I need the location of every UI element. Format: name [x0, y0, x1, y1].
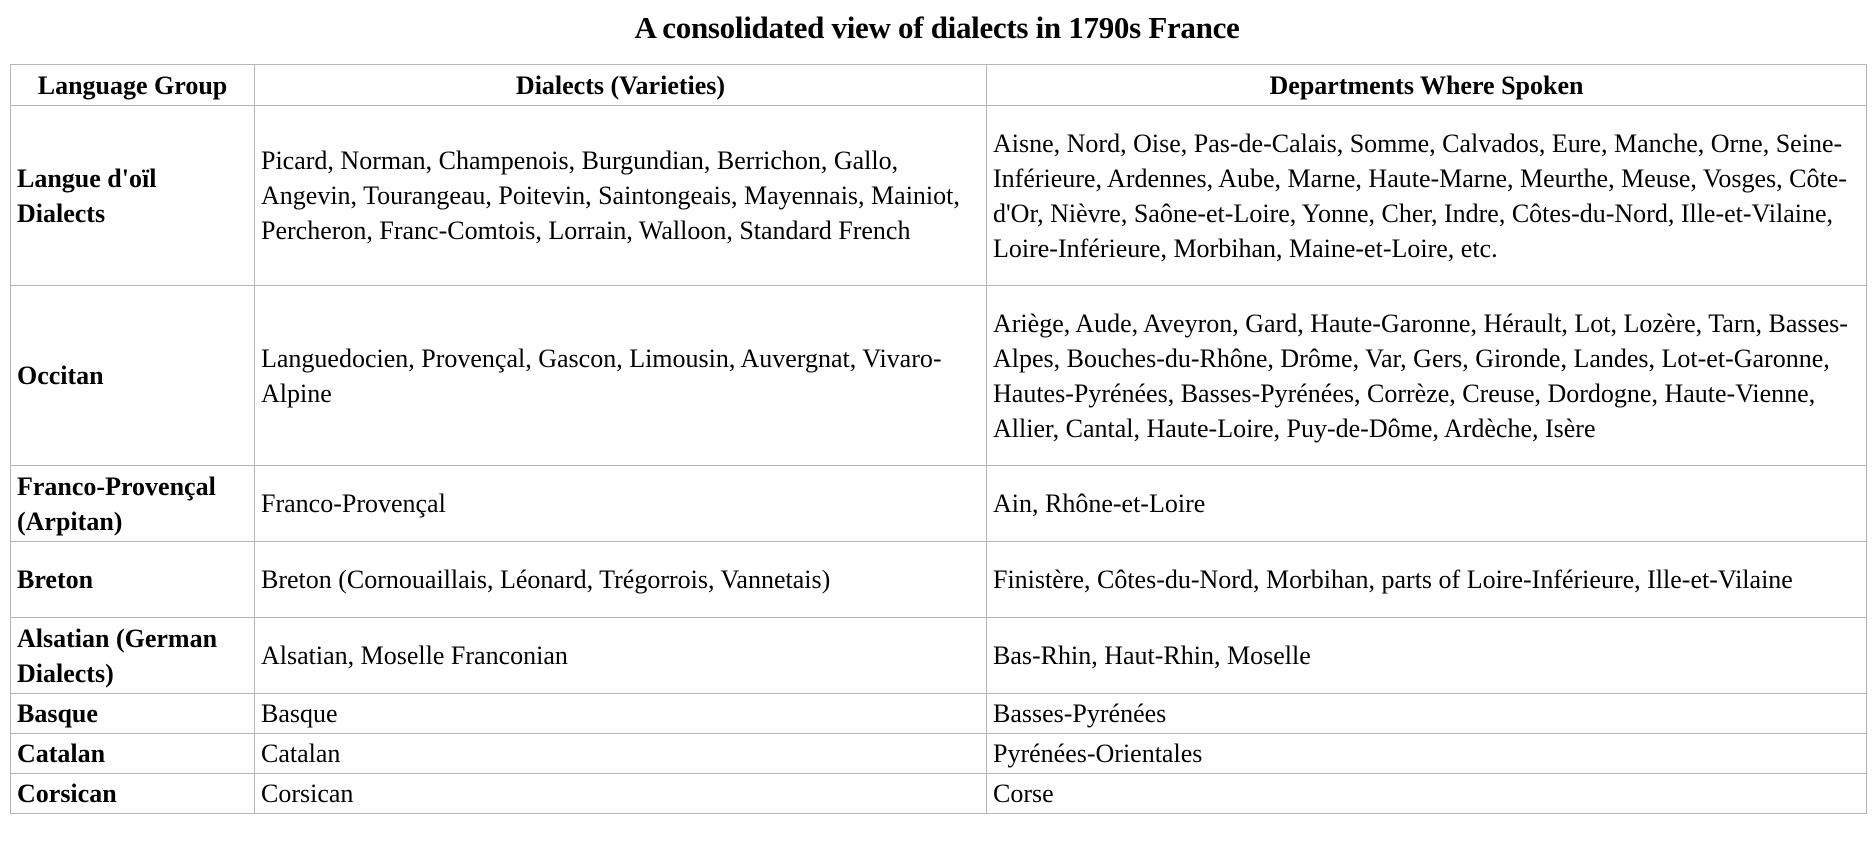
row-dialects: Breton (Cornouaillais, Léonard, Trégorrois, Vannetais): [255, 542, 987, 618]
row-language-group: Alsatian (German Dialects): [11, 618, 255, 694]
row-dialects: Picard, Norman, Champenois, Burgundian, Berrichon, Gallo, Angevin, Tourangeau, Poitevin, Saintongeais, Mayennais, Mainiot, Percheron, Franc-Comtois, Lorrain, Walloon, Standard French: [255, 106, 987, 286]
row-departments: Pyrénées-Orientales: [987, 734, 1867, 774]
row-language-group: Breton: [11, 542, 255, 618]
table-row: [11, 106, 1867, 286]
page-title: A consolidated view of dialects in 1790s France: [634, 10, 1240, 45]
table-row: [11, 774, 1867, 814]
header-departments: Departments Where Spoken: [987, 65, 1867, 106]
row-dialects: Languedocien, Provençal, Gascon, Limousin, Auvergnat, Vivaro-Alpine: [255, 286, 987, 466]
row-language-group: Franco-Provençal (Arpitan): [11, 466, 255, 542]
row-dialects: Alsatian, Moselle Franconian: [255, 618, 987, 694]
table-row: [11, 734, 1867, 774]
row-departments: Corse: [987, 774, 1867, 814]
table-row: [11, 286, 1867, 466]
header-dialects: Dialects (Varieties): [255, 65, 987, 106]
row-language-group: Occitan: [11, 286, 255, 466]
row-language-group: Basque: [11, 694, 255, 734]
row-departments: Ariège, Aude, Aveyron, Gard, Haute-Garonne, Hérault, Lot, Lozère, Tarn, Basses-Alpes, Bouches-du-Rhône, Drôme, Var, Gers, Gironde, Landes, Lot-et-Garonne, Hautes-Pyrénées, Basses-Pyrénées, Corrèze, Creuse, Dordogne, Haute-Vienne, Allier, Cantal, Haute-Loire, Puy-de-Dôme, Ardèche, Isère: [987, 286, 1867, 466]
row-language-group: Corsican: [11, 774, 255, 814]
row-departments: Bas-Rhin, Haut-Rhin, Moselle: [987, 618, 1867, 694]
header-language-group: Language Group: [11, 65, 255, 106]
dialects-table: [10, 64, 1867, 814]
table-row: [11, 694, 1867, 734]
table-body: [11, 106, 1867, 814]
table-header: [11, 65, 1867, 106]
table-row: [11, 618, 1867, 694]
row-dialects: Basque: [255, 694, 987, 734]
table-row: [11, 542, 1867, 618]
row-dialects: Catalan: [255, 734, 987, 774]
row-departments: Aisne, Nord, Oise, Pas-de-Calais, Somme, Calvados, Eure, Manche, Orne, Seine-Inférieure, Ardennes, Aube, Marne, Haute-Marne, Meurthe, Meuse, Vosges, Côte-d'Or, Nièvre, Saône-et-Loire, Yonne, Cher, Indre, Côtes-du-Nord, Ille-et-Vilaine, Loire-Inférieure, Morbihan, Maine-et-Loire, etc.: [987, 106, 1867, 286]
row-departments: Finistère, Côtes-du-Nord, Morbihan, parts of Loire-Inférieure, Ille-et-Vilaine: [987, 542, 1867, 618]
row-dialects: Franco-Provençal: [255, 466, 987, 542]
row-departments: Ain, Rhône-et-Loire: [987, 466, 1867, 542]
header-row: [11, 65, 1867, 106]
row-language-group: Langue d'oïl Dialects: [11, 106, 255, 286]
table-row: [11, 466, 1867, 542]
row-dialects: Corsican: [255, 774, 987, 814]
row-departments: Basses-Pyrénées: [987, 694, 1867, 734]
row-language-group: Catalan: [11, 734, 255, 774]
